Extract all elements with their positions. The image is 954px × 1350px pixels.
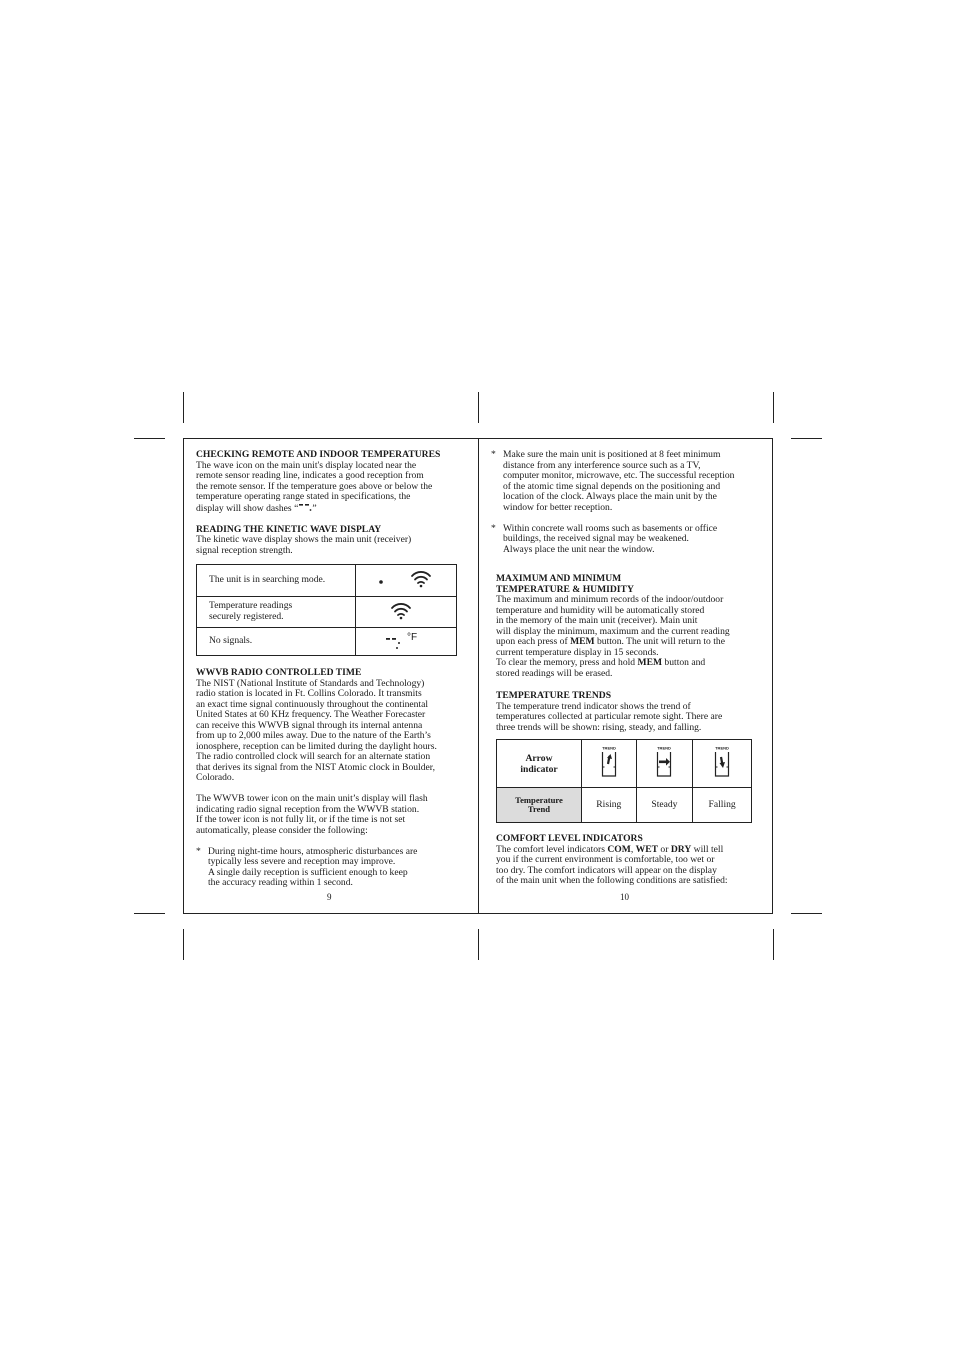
text-line: stored readings will be erased. <box>496 667 613 679</box>
crop-mark <box>183 929 184 960</box>
dashes-icon <box>298 503 312 512</box>
text-line: The NIST (National Institute of Standards and Technology) <box>196 677 425 689</box>
bullet-star: * <box>491 522 496 534</box>
text-line: Always place the unit near the window. <box>503 543 655 555</box>
signal-desc: Temperature readings securely registered. <box>197 596 356 628</box>
text-line: The WWVB tower icon on the main unit’s display will flash <box>196 793 428 804</box>
registered-wave-icon <box>356 597 456 624</box>
text-line: too dry. The comfort indicators will appear on the display <box>496 864 717 876</box>
text-line: Make sure the main unit is positioned at 8 feet minimum <box>503 449 721 460</box>
trend-rising-label: Rising <box>582 788 637 823</box>
table-row <box>497 740 752 788</box>
text-line: Colorado. <box>196 772 235 783</box>
crop-mark <box>134 913 165 914</box>
text-line: indicating radio signal reception from the WWVB station. <box>196 803 420 815</box>
crop-mark <box>773 929 774 960</box>
signal-desc: The unit is in searching mode. <box>197 565 356 597</box>
text-line: The wave icon on the main unit's display located near the <box>196 459 417 471</box>
crop-mark <box>791 913 822 914</box>
text-line: The maximum and minimum records of the indoor/outdoor <box>496 594 724 605</box>
page-number-right: 10 <box>620 892 629 902</box>
text-line: the remote sensor. If the temperature goes above or below the <box>196 480 433 492</box>
text-line: temperatures collected at particular remote sight. There are <box>496 711 723 722</box>
page-number-left: 9 <box>327 892 332 902</box>
text-line: signal reception strength. <box>196 544 293 556</box>
text-line: The kinetic wave display shows the main unit (receiver) <box>196 534 412 545</box>
text-line: automatically, please consider the following: <box>196 824 368 836</box>
text-line: display will show dashes “ ” <box>196 502 317 514</box>
text-line: radio station is located in Ft. Collins Colorado. It transmits <box>196 688 422 699</box>
text-line: current temperature display in 15 seconds. <box>496 646 659 658</box>
text-line: ionosphere, reception can be limited during the daylight hours. <box>196 740 437 752</box>
text-line: distance from any interference source such as a TV, <box>503 459 701 471</box>
heading-checking-temps: CHECKING REMOTE AND INDOOR TEMPERATURES <box>196 449 441 460</box>
trend-icon-cell <box>636 740 693 788</box>
text-line: temperature operating range stated in specifications, the <box>196 491 411 502</box>
trend-falling-label: Falling <box>693 788 752 823</box>
signal-icon-cell <box>356 596 457 628</box>
text-line: If the tower icon is not fully lit, or if the time is not set <box>196 814 406 825</box>
table-row <box>197 596 457 628</box>
table-row <box>497 788 752 823</box>
heading-kinetic-wave: READING THE KINETIC WAVE DISPLAY <box>196 523 382 535</box>
svg-text:TREND: TREND <box>657 745 672 751</box>
arrow-indicator-label: Arrow indicator <box>497 740 582 788</box>
mem-keyword: MEM <box>570 636 595 647</box>
svg-text:TREND: TREND <box>601 745 616 751</box>
table-row <box>197 628 457 656</box>
text-line: in the memory of the main unit (receiver). Main unit <box>496 615 698 626</box>
heading-wwvb: WWVB RADIO CONTROLLED TIME <box>196 667 362 678</box>
trend-rising-icon <box>600 745 618 779</box>
text-line: computer monitor, microwave, etc. The successful reception <box>503 470 735 481</box>
heading-maxmin: MAXIMUM AND MINIMUM <box>496 573 622 584</box>
heading-comfort: COMFORT LEVEL INDICATORS <box>496 833 643 844</box>
heading-maxmin-sub: TEMPERATURE & HUMIDITY <box>496 583 634 595</box>
page-divider <box>478 438 479 914</box>
text-line: of the main unit when the following conditions are satisfied: <box>496 875 728 886</box>
text-line: To clear the memory, press and hold MEM button and <box>496 657 706 668</box>
trend-icon-cell <box>582 740 637 788</box>
text-line: buildings, the received signal may be weakened. <box>503 533 689 544</box>
text-line: Within concrete wall rooms such as basements or office <box>503 522 718 534</box>
text-line: three trends will be shown: rising, steady, and falling. <box>496 721 702 733</box>
searching-wave-icon <box>356 565 456 592</box>
text-line: United States at 60 KHz frequency. The Weather Forecaster <box>196 709 426 720</box>
svg-text:TREND: TREND <box>715 745 730 751</box>
signal-desc: No signals. <box>197 628 356 656</box>
mem-keyword: MEM <box>637 657 663 668</box>
text-line: you if the current environment is comfortable, too wet or <box>496 854 715 865</box>
wet-keyword: WET <box>635 843 659 855</box>
trend-falling-icon <box>713 745 731 779</box>
signal-table <box>196 564 457 656</box>
text-line: of the atomic time signal depends on the positioning and <box>503 480 721 492</box>
table-row <box>197 565 457 597</box>
right-page <box>491 450 763 887</box>
bullet-item <box>491 450 763 513</box>
text-line: temperature and humidity will be automatically stored <box>496 604 705 616</box>
text-line: upon each press of MEM button. The unit will return to the <box>496 636 725 647</box>
text-line: will display the minimum, maximum and the current reading <box>496 625 730 637</box>
text-line: remote sensor reading line, indicates a good reception from <box>196 470 424 481</box>
left-page <box>196 450 468 889</box>
text-line: The comfort level indicators COM, WET or DRY will tell <box>496 843 724 855</box>
text-line: During night-time hours, atmospheric disturbances are <box>208 845 418 857</box>
com-keyword: COM <box>607 843 631 855</box>
text-line: The radio controlled clock will search for an alternate station <box>196 751 431 762</box>
signal-icon-cell <box>356 565 457 597</box>
signal-icon-cell <box>356 628 457 656</box>
crop-mark <box>478 929 479 960</box>
trend-table <box>496 739 752 823</box>
text-line: The temperature trend indicator shows the trend of <box>496 700 691 712</box>
text-line: that derives its signal from the NIST Atomic clock in Boulder, <box>196 761 435 773</box>
unit-label: °F <box>407 632 418 643</box>
text-line: an exact time signal continuously throughout the continental <box>196 698 429 710</box>
text-line: window for better reception. <box>503 501 613 513</box>
crop-mark <box>791 438 822 439</box>
bullet-star: * <box>196 845 201 857</box>
crop-mark <box>773 392 774 423</box>
temperature-trend-label: Temperature Trend <box>497 788 582 823</box>
text-line: A single daily reception is sufficient enough to keep <box>208 866 408 878</box>
text-line: the accuracy reading within 1 second. <box>208 877 353 888</box>
text-line: can receive this WWVB signal through its internal antenna <box>196 719 423 731</box>
bullet-star: * <box>491 449 496 460</box>
heading-trends: TEMPERATURE TRENDS <box>496 690 612 701</box>
trend-steady-icon <box>655 745 673 779</box>
bullet-item <box>196 847 468 889</box>
crop-mark <box>183 392 184 423</box>
crop-mark <box>478 392 479 423</box>
dry-keyword: DRY <box>670 843 692 855</box>
trend-steady-label: Steady <box>636 788 693 823</box>
trend-icon-cell <box>693 740 752 788</box>
text-line: typically less severe and reception may improve. <box>208 856 396 867</box>
text-line: from up to 2,000 miles away. Due to the nature of the Earth’s <box>196 730 431 741</box>
crop-mark <box>134 438 165 439</box>
bullet-item <box>491 524 763 556</box>
text-line: location of the clock. Always place the main unit by the <box>503 491 717 502</box>
